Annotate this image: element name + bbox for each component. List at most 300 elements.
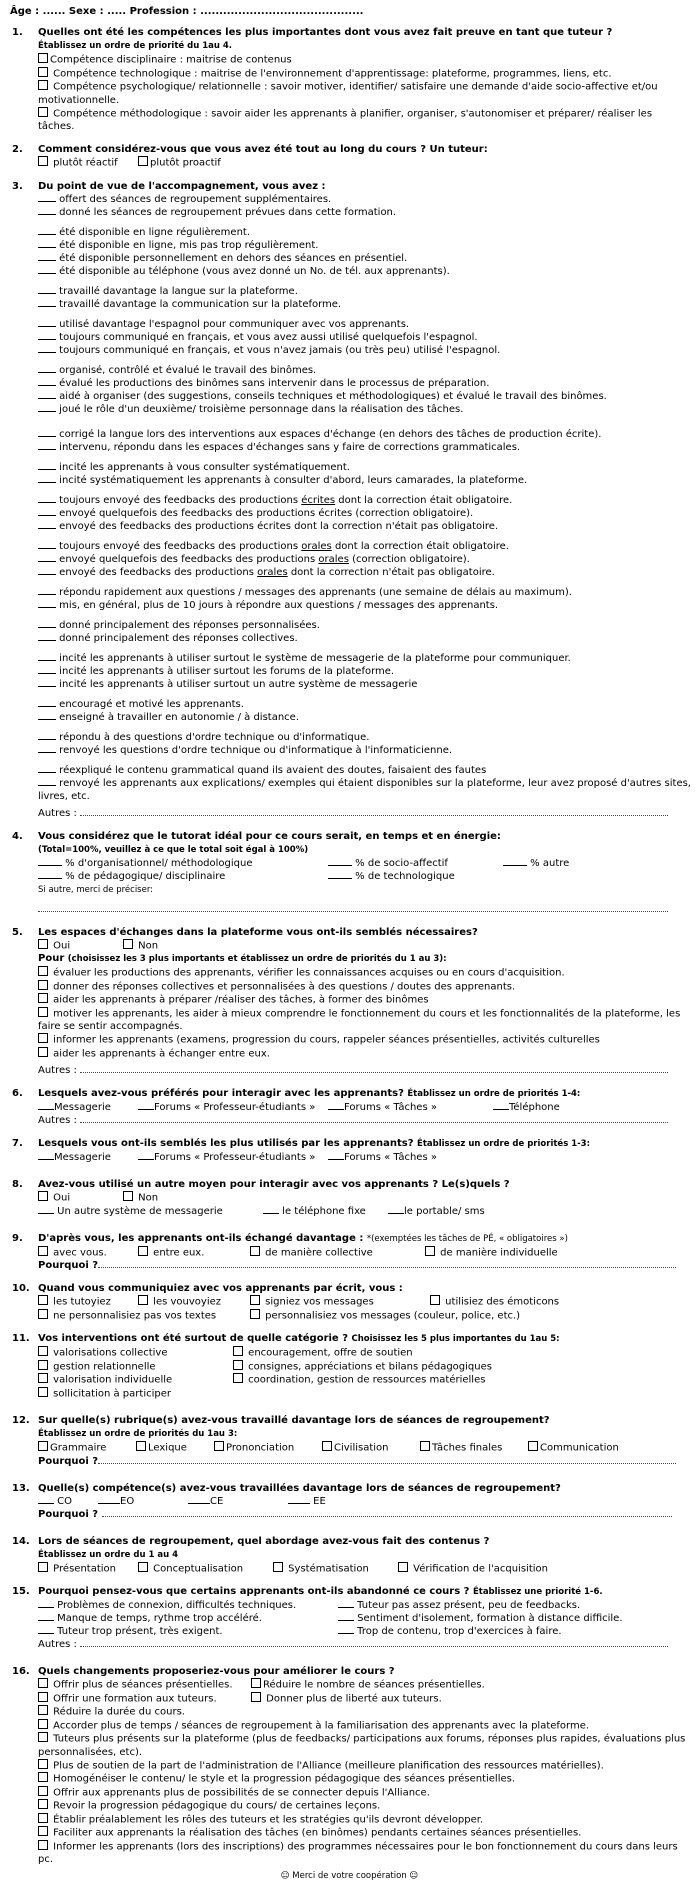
label-bold: D'après vous, les apprenants ont-ils échangé davantage : <box>38 1232 367 1244</box>
pourquoi-line <box>8 1259 691 1272</box>
option-column <box>250 1295 430 1309</box>
question-heading <box>8 1535 691 1548</box>
label-bold: Pourquoi ? <box>38 1508 102 1520</box>
blank-field[interactable] <box>38 252 56 261</box>
answer-line <box>8 903 691 916</box>
text-line <box>8 678 691 691</box>
pourquoi-line <box>8 1455 691 1468</box>
blank-field[interactable] <box>38 474 56 483</box>
checkbox[interactable] <box>38 1360 48 1370</box>
blank-field[interactable] <box>38 403 56 412</box>
text-line <box>8 1799 691 1813</box>
label: Téléphone <box>509 1102 560 1113</box>
label: Conceptualisation <box>150 1563 244 1574</box>
spacer <box>8 278 691 285</box>
questionnaire-page <box>8 5 691 1883</box>
text-line <box>8 318 691 331</box>
option-column <box>38 1562 138 1576</box>
blank-field[interactable] <box>38 239 56 248</box>
spacer <box>8 133 691 143</box>
label: de manière individuelle <box>437 1247 558 1258</box>
label: envoyé quelquefois des feedbacks des productions écrites (correction obligatoire). <box>56 507 474 519</box>
label: orales <box>257 566 288 578</box>
checkbox[interactable] <box>38 1786 48 1796</box>
text-line <box>8 566 691 579</box>
checkbox[interactable] <box>38 1799 48 1809</box>
label: Plus de soutien de la part de l'administration de l'Alliance (meilleure planification des ressources matérielles). <box>50 1760 604 1771</box>
dotted-answer-line[interactable] <box>80 1638 668 1647</box>
text-line <box>8 206 691 219</box>
question-number: 7. <box>12 1138 23 1149</box>
blank-field[interactable] <box>38 1625 54 1634</box>
checkbox[interactable] <box>38 980 48 990</box>
label-bold: Comment considérez-vous que vous avez été tout au long du cours ? Un tuteur: <box>38 144 488 155</box>
label-bold: Établissez une priorité 1-6. <box>472 1587 603 1597</box>
checkbox[interactable] <box>38 1692 48 1702</box>
blank-field[interactable] <box>38 1612 54 1621</box>
blank-field[interactable] <box>38 1151 54 1160</box>
option-column <box>338 1612 623 1625</box>
blank-field[interactable] <box>38 226 56 235</box>
label-bold: Quand vous communiquiez avec vos apprenants par écrit, vous : <box>38 1283 403 1294</box>
checkbox[interactable] <box>38 1705 48 1715</box>
dotted-answer-line[interactable] <box>38 903 668 912</box>
question-number: 14. <box>12 1535 30 1547</box>
checkbox[interactable] <box>38 1562 48 1572</box>
blank-field[interactable] <box>38 428 56 437</box>
blank-field[interactable] <box>493 1101 509 1110</box>
checkbox[interactable] <box>38 67 48 77</box>
label: incité les apprenants à utiliser surtout les forums de la plateforme. <box>56 665 395 677</box>
text-line <box>8 403 691 416</box>
blank-field[interactable] <box>138 1101 154 1110</box>
option-line <box>8 1360 691 1374</box>
blank-field[interactable] <box>38 494 56 503</box>
label-bold: Vos interventions ont été surtout de quelle catégorie ? <box>38 1333 352 1344</box>
blank-field[interactable] <box>328 1151 344 1160</box>
option-column <box>138 1151 328 1164</box>
blank-field[interactable] <box>38 364 56 373</box>
checkbox[interactable] <box>38 1678 48 1688</box>
checkbox[interactable] <box>38 1033 48 1043</box>
checkbox[interactable] <box>38 1295 48 1305</box>
option-column <box>420 1441 528 1455</box>
checkbox[interactable] <box>233 1373 243 1383</box>
label: évaluer les productions des apprenants, vérifier les connaissances acquises ou en cours d'acquisition. <box>50 967 565 979</box>
option-column <box>38 1625 338 1638</box>
label: incité systématiquement les apprenants à consulter d'abord, leurs camarades, la plateforme. <box>56 474 528 486</box>
blank-field[interactable] <box>38 698 56 707</box>
question-number: 12. <box>12 1415 30 1426</box>
checkbox[interactable] <box>38 107 48 117</box>
option-line <box>8 1295 691 1309</box>
checkbox[interactable] <box>38 1719 48 1729</box>
label: donné principalement des réponses collectives. <box>56 632 298 644</box>
label: répondu rapidement aux questions / messages des apprenants (une semaine de délais au maximum). <box>56 586 572 598</box>
blank-field[interactable] <box>38 586 56 595</box>
label: % d'organisationnel/ méthodologique <box>62 857 253 869</box>
label-bold: Sur quelle(s) rubrique(s) avez-vous travaillé davantage lors de séances de regroupement? <box>38 1415 550 1426</box>
option-column <box>250 1309 520 1323</box>
spacer <box>8 1272 691 1282</box>
checkbox[interactable] <box>38 1759 48 1769</box>
label: Forums « Professeur-étudiants » <box>154 1152 316 1163</box>
dotted-answer-line[interactable] <box>98 1259 676 1268</box>
option-line <box>8 939 691 953</box>
spacer <box>8 757 691 764</box>
blank-field[interactable] <box>38 857 62 866</box>
checkbox[interactable] <box>38 1246 48 1256</box>
option-column <box>38 1441 136 1455</box>
checkbox[interactable] <box>38 1441 48 1451</box>
label-bold: Lesquels vous ont-ils semblés les plus utilisés par les apprenants? <box>38 1138 418 1149</box>
question-heading <box>8 1282 691 1295</box>
label: organisé, contrôlé et évalué le travail des binômes. <box>56 364 317 376</box>
label: Présentation <box>50 1563 116 1574</box>
label: Non <box>135 1192 159 1204</box>
footer-thanks <box>8 1869 691 1883</box>
label: Civilisation <box>334 1442 389 1454</box>
dotted-answer-line[interactable] <box>80 1114 668 1123</box>
checkbox[interactable] <box>138 1295 148 1305</box>
label: utilisiez des émoticons <box>442 1296 560 1308</box>
question-number: 5. <box>12 926 23 938</box>
label-bold: Pour <box>38 953 68 964</box>
checkbox[interactable] <box>38 1387 48 1397</box>
blank-field[interactable] <box>38 870 62 879</box>
label: Informer les apprenants (lors des inscriptions) des programmes nécessaires pour le bon fonctionnement du cours dans leurs pc. <box>38 1841 678 1865</box>
checkbox[interactable] <box>138 156 148 166</box>
checkbox[interactable] <box>528 1441 538 1451</box>
blank-field[interactable] <box>338 1612 354 1621</box>
option-line <box>8 1599 691 1612</box>
text-line <box>8 344 691 357</box>
option-line <box>8 1373 691 1387</box>
label-bold: Quels changements proposeriez-vous pour améliorer le cours ? <box>38 1666 395 1677</box>
checkbox[interactable] <box>38 80 48 90</box>
blank-field[interactable] <box>288 1495 310 1504</box>
blank-field[interactable] <box>38 731 56 740</box>
label: aider les apprenants à préparer /réaliser des tâches, à former des binômes <box>50 994 429 1006</box>
blank-field[interactable] <box>38 318 56 327</box>
blank-field[interactable] <box>38 507 56 516</box>
blank-field[interactable] <box>338 1625 354 1634</box>
blank-field[interactable] <box>38 764 56 773</box>
label: % de socio-affectif <box>352 857 448 869</box>
blank-field[interactable] <box>38 566 56 575</box>
question-heading <box>8 830 691 843</box>
text-line <box>8 632 691 645</box>
label: Trop de contenu, trop d'exercices à faire. <box>354 1626 562 1637</box>
blank-field[interactable] <box>38 1101 54 1110</box>
label: EE <box>310 1495 326 1507</box>
label: valorisations collective <box>50 1347 168 1359</box>
blank-field[interactable] <box>38 377 56 386</box>
checkbox[interactable] <box>233 1360 243 1370</box>
text-line <box>8 494 691 507</box>
checkbox[interactable] <box>38 1191 48 1201</box>
label: Compétence disciplinaire : maitrise de contenus <box>50 54 292 66</box>
label: % autre <box>527 857 570 869</box>
text-line <box>8 474 691 487</box>
label-bold: Établissez un ordre du 1 au 4 <box>38 1549 179 1560</box>
checkbox[interactable] <box>138 1562 148 1572</box>
question-heading <box>8 1332 691 1346</box>
label: travaillé davantage la langue sur la plateforme. <box>56 285 298 297</box>
label: Si autre, merci de préciser: <box>38 884 154 895</box>
blank-field[interactable] <box>38 777 56 786</box>
label-bold: Quelle(s) compétence(s) avez-vous travaillées davantage lors de séances de regroupement? <box>38 1482 561 1494</box>
checkbox[interactable] <box>430 1295 440 1305</box>
checkbox[interactable] <box>38 1732 48 1742</box>
label: mis, en général, plus de 10 jours à répondre aux questions / messages des apprenants. <box>56 599 499 611</box>
label: écrites <box>301 494 336 506</box>
checkbox[interactable] <box>38 53 48 63</box>
blank-field[interactable] <box>38 390 56 399</box>
checkbox[interactable] <box>250 1295 260 1305</box>
option-column <box>38 1246 138 1260</box>
label: incité les apprenants à utiliser surtout le système de messagerie de la plateforme pour communiquer. <box>56 652 571 664</box>
spacer <box>8 645 691 652</box>
checkbox[interactable] <box>251 1678 261 1688</box>
label-bold: Vous considérez que le tutorat idéal pour ce cours serait, en temps et en énergie: <box>38 830 501 842</box>
spacer <box>8 416 691 428</box>
checkbox[interactable] <box>38 1309 48 1319</box>
spacer <box>8 487 691 494</box>
option-line <box>8 1191 691 1205</box>
text-line <box>8 1427 691 1441</box>
text-line <box>8 428 691 441</box>
label: les vouvoyiez <box>150 1296 222 1308</box>
text-line <box>8 1047 691 1061</box>
text-line <box>8 1033 691 1047</box>
text-line <box>8 441 691 454</box>
question-heading <box>8 1482 691 1495</box>
option-column <box>233 1346 413 1360</box>
option-column <box>38 1678 251 1692</box>
option-column <box>493 1101 560 1114</box>
text-line <box>8 80 691 107</box>
text-line <box>8 377 691 390</box>
checkbox[interactable] <box>38 1047 48 1057</box>
option-line <box>8 1692 691 1706</box>
label: envoyé des feedbacks des productions <box>56 566 258 578</box>
blank-field[interactable] <box>328 857 352 866</box>
label: ne personnalisiez pas vos textes <box>50 1310 217 1321</box>
blank-field[interactable] <box>38 619 56 628</box>
text-line <box>8 53 691 67</box>
blank-field[interactable] <box>38 744 56 753</box>
dotted-answer-line[interactable] <box>80 807 668 816</box>
option-column <box>425 1246 558 1260</box>
blank-field[interactable] <box>328 1101 344 1110</box>
blank-field[interactable] <box>38 1495 54 1504</box>
checkbox[interactable] <box>214 1441 224 1451</box>
dotted-answer-line[interactable] <box>102 1508 672 1517</box>
label: Autres : <box>38 1115 81 1126</box>
checkbox[interactable] <box>420 1441 430 1451</box>
checkbox[interactable] <box>136 1441 146 1451</box>
checkbox[interactable] <box>322 1441 332 1451</box>
checkbox[interactable] <box>123 939 133 949</box>
label: Tuteur pas assez présent, peu de feedbacks. <box>354 1600 581 1611</box>
blank-field[interactable] <box>188 1495 210 1504</box>
question-heading <box>8 926 691 939</box>
text-line <box>8 1705 691 1719</box>
blank-field[interactable] <box>38 285 56 294</box>
blank-field[interactable] <box>38 652 56 661</box>
blank-field[interactable] <box>338 1599 354 1608</box>
blank-field[interactable] <box>38 331 56 340</box>
blank-field[interactable] <box>138 1151 154 1160</box>
label: plutôt réactif <box>50 157 118 169</box>
label-bold: Du point de vue de l'accompagnement, vous avez : <box>38 180 326 192</box>
label: évalué les productions des binômes sans intervenir dans le processus de préparation. <box>56 377 490 389</box>
question-heading <box>8 180 691 193</box>
checkbox[interactable] <box>38 939 48 949</box>
blank-field[interactable] <box>38 193 56 202</box>
spacer <box>8 1468 691 1482</box>
label: aidé à organiser (des suggestions, conseils techniques et méthodologiques) et évalué le travail des binômes. <box>56 390 607 402</box>
checkbox[interactable] <box>38 993 48 1003</box>
label: donner des réponses collectives et personnalisées à des questions / doutes des apprenants. <box>50 981 516 992</box>
checkbox[interactable] <box>233 1346 243 1356</box>
checkbox[interactable] <box>38 1813 48 1823</box>
blank-field[interactable] <box>38 678 56 687</box>
option-column <box>38 1205 263 1218</box>
autres-line <box>8 1064 691 1077</box>
label: entre eux. <box>150 1247 205 1258</box>
question-heading <box>8 26 691 39</box>
blank-field[interactable] <box>38 298 56 307</box>
text-line <box>8 1813 691 1827</box>
text-line <box>8 1732 691 1759</box>
question-heading <box>8 1137 691 1151</box>
dotted-answer-line[interactable] <box>80 1064 668 1073</box>
text-line <box>8 980 691 994</box>
text-line <box>8 665 691 678</box>
text-line <box>8 239 691 252</box>
spacer <box>8 18 691 26</box>
option-column <box>388 1205 485 1218</box>
dotted-answer-line[interactable] <box>98 1455 676 1464</box>
text-line <box>8 553 691 566</box>
label: gestion relationnelle <box>50 1361 156 1372</box>
blank-field[interactable] <box>38 711 56 720</box>
label-bold: Pourquoi ? <box>38 1260 99 1271</box>
label: orales <box>301 540 332 552</box>
spacer <box>8 1164 691 1178</box>
label: Forums « Professeur-étudiants » <box>154 1102 316 1113</box>
checkbox[interactable] <box>38 966 48 976</box>
question-number: 3. <box>12 180 23 192</box>
option-line <box>8 1495 691 1508</box>
checkbox[interactable] <box>38 1373 48 1383</box>
spacer <box>8 691 691 698</box>
option-column <box>338 1599 580 1612</box>
checkbox[interactable] <box>38 156 48 166</box>
checkbox[interactable] <box>38 1840 48 1850</box>
blank-field[interactable] <box>503 857 527 866</box>
spacer <box>8 1218 691 1232</box>
option-column <box>398 1562 548 1576</box>
checkbox[interactable] <box>398 1562 408 1572</box>
blank-field[interactable] <box>38 265 56 274</box>
text-line <box>8 285 691 298</box>
spacer <box>8 1575 691 1585</box>
checkbox[interactable] <box>250 1309 260 1319</box>
label: le portable/ sms <box>404 1205 485 1217</box>
label: Compétence méthodologique : savoir aider les apprenants à planifier, organiser, s'autonomiser et préparer/ réaliser les tâches. <box>38 108 653 132</box>
text-line <box>8 67 691 81</box>
blank-field[interactable] <box>38 1205 54 1214</box>
checkbox[interactable] <box>38 1772 48 1782</box>
checkbox[interactable] <box>273 1562 283 1572</box>
blank-field[interactable] <box>98 1495 120 1504</box>
label: plutôt proactif <box>150 157 221 169</box>
checkbox[interactable] <box>123 1191 133 1201</box>
checkbox[interactable] <box>250 1246 260 1256</box>
label: CO <box>54 1495 73 1507</box>
text-line <box>8 193 691 206</box>
checkbox[interactable] <box>38 1346 48 1356</box>
blank-field[interactable] <box>38 441 56 450</box>
label: donné les séances de regroupement prévues dans cette formation. <box>56 206 397 218</box>
blank-field[interactable] <box>38 553 56 562</box>
label: Problèmes de connexion, difficultés techniques. <box>54 1600 297 1611</box>
label: Compétence psychologique/ relationnelle : savoir motiver, identifier/ satisfaire une demande d'aide socio-affective et/ou motivationnelle. <box>38 81 658 106</box>
option-column <box>138 1295 250 1309</box>
label: le téléphone fixe <box>279 1205 366 1217</box>
blank-field[interactable] <box>38 520 56 529</box>
blank-field[interactable] <box>38 206 56 215</box>
blank-field[interactable] <box>38 344 56 353</box>
checkbox[interactable] <box>38 1007 48 1017</box>
blank-field[interactable] <box>38 1599 54 1608</box>
option-column <box>528 1441 619 1455</box>
blank-field[interactable] <box>38 461 56 470</box>
blank-field[interactable] <box>38 540 56 549</box>
blank-field[interactable] <box>38 632 56 641</box>
label: Forums « Tâches » <box>344 1152 437 1163</box>
label: ☺ Merci de votre coopération ☺ <box>280 1871 419 1881</box>
checkbox[interactable] <box>38 1826 48 1836</box>
spacer <box>8 1127 691 1137</box>
option-column <box>98 1495 188 1508</box>
question-heading <box>8 1087 691 1101</box>
spacer <box>8 916 691 926</box>
blank-field[interactable] <box>38 665 56 674</box>
question-heading <box>8 1665 691 1678</box>
blank-field[interactable] <box>328 870 352 879</box>
text-line <box>8 507 691 520</box>
blank-field[interactable] <box>388 1205 404 1214</box>
option-column <box>38 870 328 883</box>
blank-field[interactable] <box>263 1205 279 1214</box>
checkbox[interactable] <box>251 1692 261 1702</box>
blank-field[interactable] <box>38 599 56 608</box>
label-bold: (Total=100%, veuillez à ce que le total soit égal à 100%) <box>38 844 309 855</box>
text-line <box>8 107 691 134</box>
spacer <box>8 820 691 830</box>
checkbox[interactable] <box>138 1246 148 1256</box>
question-heading <box>8 1414 691 1427</box>
option-column <box>38 1151 138 1164</box>
label: réexpliqué le contenu grammatical quand ils avaient des doutes, faisaient des fautes <box>56 764 487 776</box>
question-heading <box>8 143 691 156</box>
option-column <box>233 1360 492 1374</box>
checkbox[interactable] <box>425 1246 435 1256</box>
